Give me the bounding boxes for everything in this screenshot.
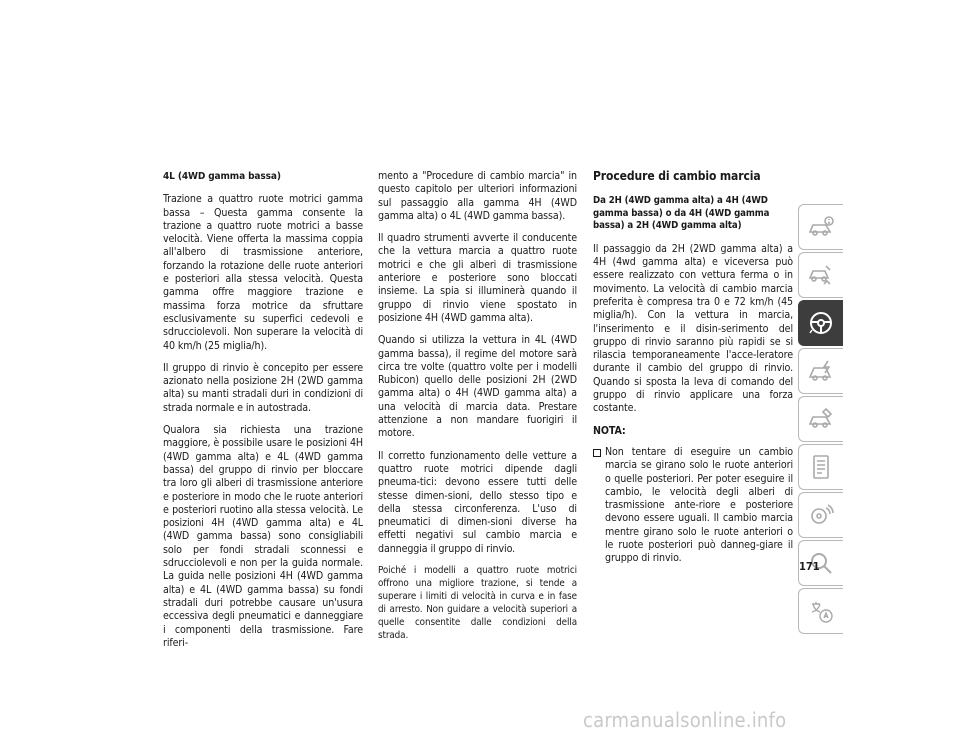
car-service-icon — [806, 404, 836, 434]
paragraph: Il passaggio da 2H (2WD gamma alta) a 4H (4wd gamma alta) e viceversa può essere realizzato con vettura ferma o in movimento. La velocità di cambio marcia preferita è compresa tra 0 e 72 km/h (45 miglia/h). Con la vettura in marcia, l'inserimento e il disin-serimento del gruppo di rinvio saranno più rapidi se si rilascia temporaneamente l'acce-leratore durante il cambio del gruppo di rinvio. Quando si sposta la leva di comando del gruppo di rinvio applicare una forza costante. — [593, 242, 793, 415]
note-text: Non tentare di eseguire un cambio marcia se girano solo le ruote anteriori o quelle posteriori. Per poter eseguire il cambio, le velocità degli alberi di trasmissione ante-riore e posteriore devono essere uguali. Il cambio marcia mentre girano solo le ruote anteriori o le ruote posteriori può danneg-giare il gruppo di rinvio. — [605, 445, 793, 565]
note-bullet — [593, 446, 793, 566]
tab-languages[interactable] — [798, 588, 843, 634]
watermark: carmanualsonline.info — [583, 708, 787, 732]
tab-multimedia[interactable] — [798, 492, 843, 538]
steering-wheel-icon — [806, 308, 836, 338]
tab-service[interactable] — [798, 396, 843, 442]
checkbox-bullet-icon — [593, 446, 605, 566]
paragraph: Il gruppo di rinvio è concepito per essere azionato nella posizione 2H (2WD gamma alta) su manti stradali duri in condizioni di strada normale e in autostrada. — [163, 361, 363, 414]
text-column-1 — [163, 170, 363, 659]
paragraph: Qualora sia richiesta una trazione maggiore, è possibile usare le posizioni 4H (4WD gamma alta) e 4L (4WD gamma bassa) del gruppo di rinvio per bloccare tra loro gli alberi di trasmissione anteriore e posteriore in modo che le ruote anteriori e posteriori ruotino alla stessa velocità. Le posizioni 4H (4WD gamma alta) e 4L (4WD gamma bassa) sono consigliabili solo per fondi stradali sconnessi e sdrucciolevoli e non per la guida normale. La guida nelle posizioni 4H (4WD gamma alta) e 4L (4WD gamma bassa) su fondi stradali duri potrebbe causare un'usura eccessiva degli pneumatici e danneggiare i componenti della trasmissione. Fare riferi- — [163, 424, 363, 649]
paragraph: mento a "Procedure di cambio marcia" in questo capitolo per ulteriori informazioni sul passaggio alla gamma 4H (4WD gamma alta) o 4L (4WD gamma bassa). — [378, 170, 577, 222]
tab-steering[interactable] — [798, 300, 843, 346]
subheading-4l: 4L (4WD gamma bassa) — [163, 171, 281, 182]
languages-icon — [806, 596, 836, 626]
tab-dashboard[interactable] — [798, 252, 843, 298]
section-title: Procedure di cambio marcia — [593, 169, 761, 183]
multimedia-icon — [806, 500, 836, 530]
tab-emergency[interactable] — [798, 348, 843, 394]
page-number: 171 — [799, 560, 820, 573]
car-crash-icon — [806, 356, 836, 386]
paragraph: Trazione a quattro ruote motrici gamma bassa – Questa gamma consente la trazione a quattro ruote motrici a basse velocità. Viene offerta la massima coppia all'albero di trasmissione anteriore, forzando la rotazione delle ruote anteriori e posteriori alla stessa velocità. Questa gamma offre maggiore trazione e massima forza motrice da sfruttare esclusivamente su superfici cedevoli e sdrucciolevoli. Non superare la velocità di 40 km/h (25 miglia/h). — [163, 193, 363, 352]
car-info-icon — [806, 212, 836, 242]
paragraph: Quando si utilizza la vettura in 4L (4WD gamma bassa), il regime del motore sarà circa tre volte (quattro volte per i modelli Rubicon) quello delle posizioni 2H (2WD gamma alta) o 4H (4WD gamma alta) a una velocità di marcia data. Prestare attenzione a non mandare fuorigiri il motore. — [378, 334, 577, 440]
checklist-icon — [806, 452, 836, 482]
paragraph: Il corretto funzionamento delle vetture a quattro ruote motrici dipende dagli pneuma-tici: devono essere tutti delle stesse dimen-sioni, dello stesso tipo e della stessa circonferenza. L'uso di pneumatici di dimen-sioni diverse ha effetti negativi sul cambio marcia e danneggia il gruppo di rinvio. — [378, 449, 577, 555]
text-column-3 — [593, 170, 793, 566]
tab-specs[interactable] — [798, 444, 843, 490]
subheading-shift: Da 2H (4WD gamma alta) a 4H (4WD gamma bassa) o da 4H (4WD gamma bassa) a 2H (4WD gamma alta) — [593, 195, 770, 232]
car-dashboard-icon — [806, 260, 836, 290]
paragraph: Il quadro strumenti avverte il conducente che la vettura marcia a quattro ruote motrici e che gli alberi di trasmissione anteriore e posteriore sono bloccati insieme. La spia si illuminerà quando il gruppo di rinvio viene spostato in posizione 4H (4WD gamma alta). — [378, 232, 577, 324]
note-label: NOTA: — [593, 424, 626, 437]
paragraph-small: Poiché i modelli a quattro ruote motrici offrono una migliore trazione, si tende a superare i limiti di velocità in curva e in fase di arresto. Non guidare a velocità superiori a quelle consentite dalle condizioni della strada. — [378, 565, 577, 641]
text-column-2 — [378, 170, 577, 651]
tab-car-info[interactable] — [798, 204, 843, 250]
